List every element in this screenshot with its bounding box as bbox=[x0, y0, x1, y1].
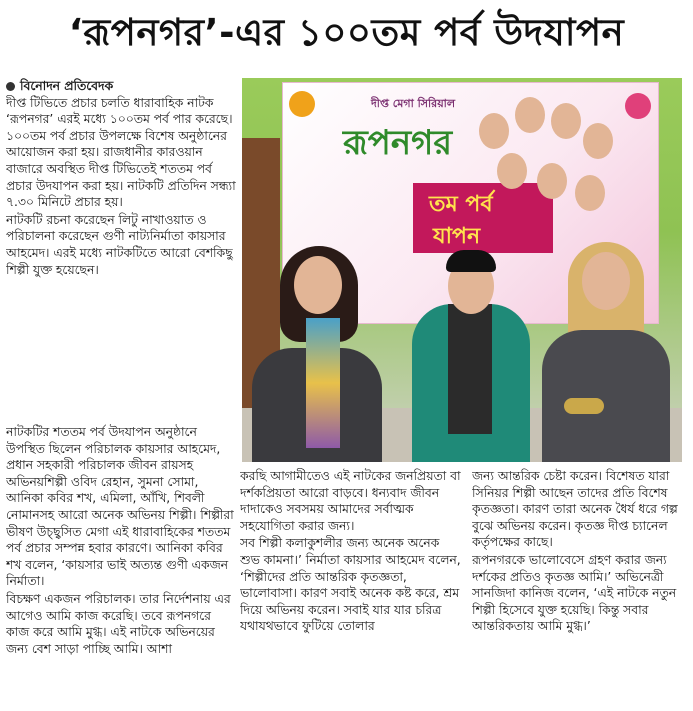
paragraph: নাটকটি রচনা করেছেন লিটু নাখাওয়াত ও পরিচালনা করেছেন গুণী নাট্যনির্মাতা কায়সার আহমেদ। এরই মধ্যে নাটকটিতে আরো বেশকিছু শিল্পী যুক্ত হয়েছেন। bbox=[6, 212, 233, 277]
paragraph: রূপনগরকে ভালোবেসে গ্রহণ করার জন্য দর্শকের প্রতিও কৃতজ্ঞ আমি।’ অভিনেত্রী সানজিদা কানিজ বলেন, ‘এই নাটকে নতুন শিল্পী হিসেবে যুক্ত হয়েছি। কিন্তু সবার আন্তরিকতায় আমি মুগ্ধ।’ bbox=[472, 552, 677, 634]
paragraph: নাটকটির শততম পর্ব উদযাপন অনুষ্ঠানে উপস্থিত ছিলেন পরিচালক কায়সার আহমেদ, প্রধান সহকারী পরিচালক জীবন রায়সহ অভিনয়শিল্পী ওবিদ রেহান, সুমনা সোমা, আনিকা কবির শখ, এমিলা, আঁখি, শিবলী নোমানসহ আরো অনেক অভিনয় শিল্পী। শিল্পীরা ভীষণ উচ্ছ্বসিত মেগা এই ধারাবাহিকের শততম পর্ব প্রচার সম্পন্ন হবার কারণে। আনিকা কবির শখ বলেন, ‘কায়সার ভাই অত্যন্ত গুণী একজন নির্মাতা। bbox=[6, 425, 234, 589]
channel-logo-icon bbox=[625, 93, 651, 119]
bullet-icon bbox=[6, 82, 15, 91]
banner-logo: রূপনগর bbox=[343, 123, 453, 163]
byline bbox=[6, 78, 236, 95]
banner-tagline: দীপ্ত মেগা সিরিয়াল bbox=[371, 97, 456, 110]
headline: ‘রূপনগর’-এর ১০০তম পর্ব উদযাপন bbox=[68, 11, 625, 54]
paragraph: সব শিল্পী কলাকুশলীর জন্য অনেক অনেক শুভ কামনা।’ নির্মাতা কায়সার আহমেদ বলেন, ‘শিল্পীদের প্রতি আন্তরিক কৃতজ্ঞতা, ভালোবাসা। কারণ সবাই অনেক কষ্ট করে, শ্রম দিয়ে অভিনয় করেন। সবাই যার যার চরিত্র যথাযথভাবে ফুটিয়ে তোলার bbox=[240, 536, 461, 634]
poster-face bbox=[583, 123, 613, 159]
poster-face bbox=[515, 97, 545, 133]
event-photo bbox=[242, 78, 682, 462]
article-column-1 bbox=[6, 78, 236, 424]
article-column-1-lower bbox=[6, 424, 236, 706]
paragraph: জন্য আন্তরিক চেষ্টা করেন। বিশেষত যারা সিনিয়র শিল্পী আছেন তাদের প্রতি বিশেষ কৃতজ্ঞতা। কারণ তারা অনেক ধৈর্য ধরে গল্প বুঝে অভিনয় করেন। কৃতজ্ঞ দীপ্ত চ্যানেল কর্তৃপক্ষের কাছে। bbox=[472, 469, 678, 550]
poster-face bbox=[551, 103, 581, 139]
poster-face bbox=[575, 175, 605, 211]
poster-face bbox=[479, 113, 509, 149]
channel-logo-icon bbox=[289, 91, 315, 117]
paragraph: দীপ্ত টিভিতে প্রচার চলতি ধারাবাহিক নাটক ‘রূপনগর’ এরই মধ্যে ১০০তম পর্ব পার করেছে। ১০০তম পর্ব প্রচার উপলক্ষে বিশেষ অনুষ্ঠানের আয়োজন করা হয়। রাজধানীর কারওয়ান বাজারে অবস্থিত দীপ্ত টিভিতেই শততম পর্ব প্রচার উদযাপন করা হয়। নাটকটি প্রতিদিন সন্ধ্যা ৭.৩০ মিনিটে প্রচার হয়। bbox=[6, 95, 236, 210]
byline-text: বিনোদন প্রতিবেদক bbox=[20, 79, 114, 93]
poster-face bbox=[537, 163, 567, 199]
ribbon-line-1: তম পর্ব bbox=[429, 192, 493, 217]
article-column-3 bbox=[472, 468, 687, 708]
ribbon-line-2: যাপন bbox=[433, 224, 481, 249]
poster-face bbox=[497, 153, 527, 189]
paragraph: বিচক্ষণ একজন পরিচালক। তার নির্দেশনায় এর আগেও আমি কাজ করেছি। তবে রূপনগরে কাজ করে আমি মুগ্ধ। এই নাটকে অভিনয়ের জন্য বেশ সাড়া পাচ্ছি আমি। আশা bbox=[6, 591, 231, 656]
paragraph: করছি আগামীতেও এই নাটকের জনপ্রিয়তা বা দর্শকপ্রিয়তা আরো বাড়বে। ধন্যবাদ জীবন দাদাকেও সবসময় আমাদের সর্বাত্মক সহযোগিতা করার জন্য। bbox=[240, 469, 461, 533]
article-column-2 bbox=[240, 468, 462, 708]
